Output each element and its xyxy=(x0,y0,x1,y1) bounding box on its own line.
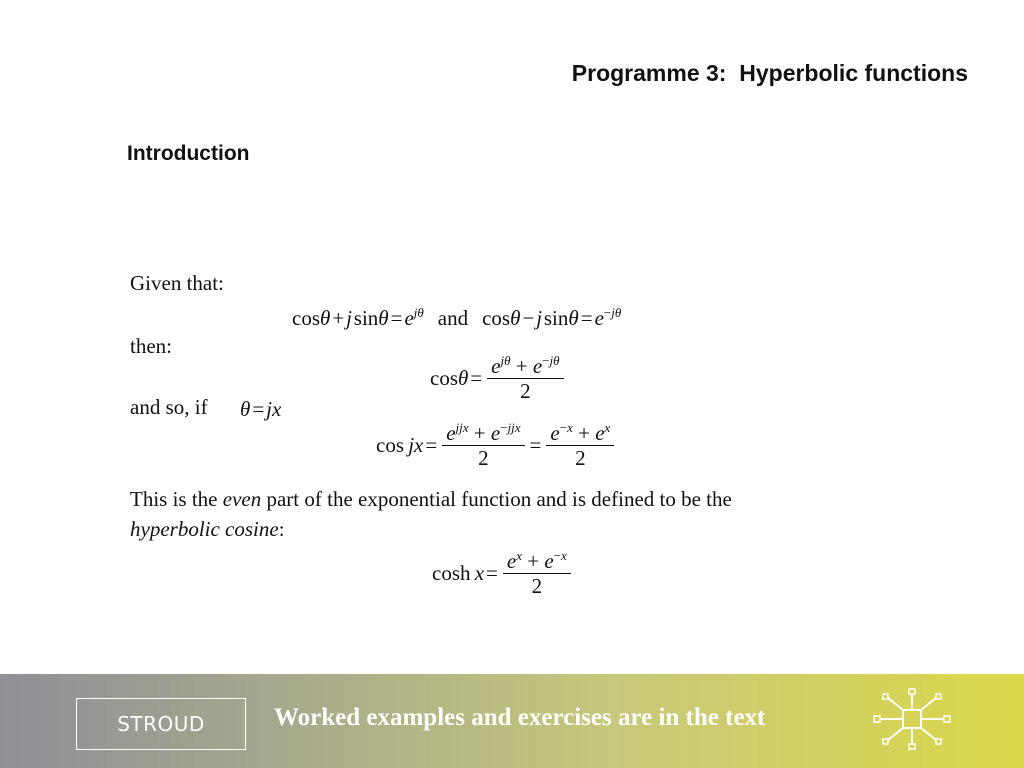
definition-paragraph-line1: This is the even part of the exponential function and is defined to be the xyxy=(130,487,732,511)
fraction: $\frac{e^{-x} + e^x}{2}$ xyxy=(546,422,614,469)
cos-jx-equation: cos jx = $\frac{e^{jjx} + e^{-jjx}}{2}$ = $\frac{e^{-x} + e^x}{2}$ xyxy=(376,422,617,469)
circuit-node-icon xyxy=(870,688,954,752)
and-text: and xyxy=(437,306,469,330)
fraction: $\frac{e^{jjx} + e^{-jjx}}{2}$ xyxy=(442,422,524,469)
theta-substitution: θ = jx xyxy=(240,397,282,421)
stroud-brand: STROUD xyxy=(76,698,246,750)
euler-identities-equation: cosθ + j sinθ = $e^{j\theta}$ and cosθ − j sinθ = $e^{-j\theta}$ xyxy=(292,305,622,330)
footer-bar xyxy=(0,674,1024,768)
section-heading: Introduction xyxy=(127,142,250,165)
footer-tagline: Worked examples and exercises are in the text xyxy=(274,704,766,731)
definition-paragraph-line2: hyperbolic cosine: xyxy=(130,517,285,541)
cosh-definition-equation: cosh x = $\frac{e^x + e^{-x}}{2}$ xyxy=(432,550,574,597)
fraction: $\frac{e^{j\theta} + e^{-j\theta}}{2}$ xyxy=(487,355,563,402)
page-title: Programme 3: Hyperbolic functions xyxy=(571,60,968,86)
given-that-text: Given that: xyxy=(130,271,224,295)
fraction: $\frac{e^x + e^{-x}}{2}$ xyxy=(503,550,571,597)
and-so-if-text: and so, if xyxy=(130,395,208,419)
then-text: then: xyxy=(130,334,172,358)
cos-theta-equation: cosθ = $\frac{e^{j\theta} + e^{-j\theta}}{2}$ xyxy=(430,355,567,402)
